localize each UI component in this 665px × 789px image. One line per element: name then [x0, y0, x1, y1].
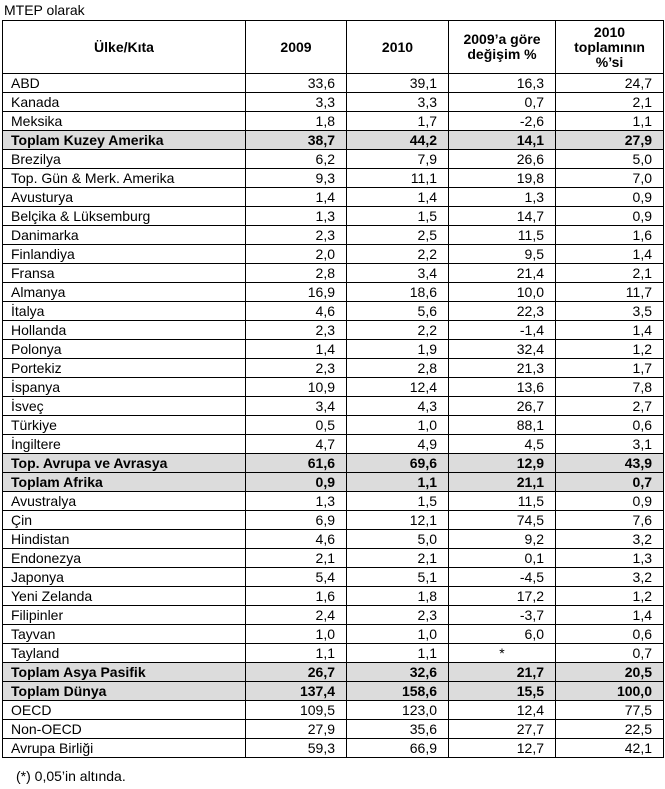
country-cell: Tayland	[3, 644, 246, 663]
country-cell: Meksika	[3, 112, 246, 131]
share-cell: 3,5	[556, 302, 664, 321]
change-cell: 27,7	[449, 720, 556, 739]
value-2010-cell: 2,1	[347, 549, 449, 568]
share-cell: 77,5	[556, 701, 664, 720]
change-cell: 21,7	[449, 663, 556, 682]
table-row	[3, 207, 664, 226]
country-cell: Avrupa Birliği	[3, 739, 246, 758]
change-cell: 19,8	[449, 169, 556, 188]
country-cell: ABD	[3, 74, 246, 93]
table-row	[3, 359, 664, 378]
country-cell: Yeni Zelanda	[3, 587, 246, 606]
value-2010-cell: 4,3	[347, 397, 449, 416]
value-2009-cell: 2,4	[246, 606, 347, 625]
value-2009-cell: 0,9	[246, 473, 347, 492]
value-2009-cell: 0,5	[246, 416, 347, 435]
value-2010-cell: 39,1	[347, 74, 449, 93]
table-row	[3, 435, 664, 454]
table-row	[3, 416, 664, 435]
value-2010-cell: 2,5	[347, 226, 449, 245]
change-cell: 0,7	[449, 93, 556, 112]
share-cell: 27,9	[556, 131, 664, 150]
country-cell: Japonya	[3, 568, 246, 587]
total-row	[3, 131, 664, 150]
table-row	[3, 169, 664, 188]
change-cell: 16,3	[449, 74, 556, 93]
share-cell: 0,7	[556, 473, 664, 492]
value-2009-cell: 4,7	[246, 435, 347, 454]
share-cell: 0,9	[556, 207, 664, 226]
share-cell: 1,4	[556, 321, 664, 340]
country-cell: Toplam Afrika	[3, 473, 246, 492]
table-row	[3, 321, 664, 340]
total-row	[3, 682, 664, 701]
change-cell: -1,4	[449, 321, 556, 340]
header-2010: 2010	[347, 21, 449, 74]
value-2010-cell: 1,9	[347, 340, 449, 359]
change-cell: 6,0	[449, 625, 556, 644]
share-cell: 20,5	[556, 663, 664, 682]
country-cell: Top. Avrupa ve Avrasya	[3, 454, 246, 473]
table-row	[3, 93, 664, 112]
total-row	[3, 663, 664, 682]
share-cell: 0,6	[556, 416, 664, 435]
header-row	[3, 21, 664, 74]
country-cell: Filipinler	[3, 606, 246, 625]
value-2010-cell: 123,0	[347, 701, 449, 720]
header-2009: 2009	[246, 21, 347, 74]
country-cell: Polonya	[3, 340, 246, 359]
table-row	[3, 701, 664, 720]
value-2010-cell: 69,6	[347, 454, 449, 473]
table-row	[3, 720, 664, 739]
share-cell: 1,4	[556, 245, 664, 264]
value-2010-cell: 18,6	[347, 283, 449, 302]
unit-label: MTEP olarak	[4, 2, 85, 18]
value-2010-cell: 5,6	[347, 302, 449, 321]
table-row	[3, 245, 664, 264]
change-cell: 21,3	[449, 359, 556, 378]
value-2009-cell: 2,3	[246, 321, 347, 340]
value-2009-cell: 1,3	[246, 492, 347, 511]
country-cell: İspanya	[3, 378, 246, 397]
value-2009-cell: 1,4	[246, 340, 347, 359]
change-cell: 21,1	[449, 473, 556, 492]
table-row	[3, 340, 664, 359]
value-2010-cell: 66,9	[347, 739, 449, 758]
share-cell: 2,1	[556, 93, 664, 112]
change-cell: 26,6	[449, 150, 556, 169]
value-2009-cell: 1,0	[246, 625, 347, 644]
value-2010-cell: 35,6	[347, 720, 449, 739]
country-cell: Toplam Asya Pasifik	[3, 663, 246, 682]
change-cell: 32,4	[449, 340, 556, 359]
country-cell: Toplam Dünya	[3, 682, 246, 701]
value-2009-cell: 4,6	[246, 530, 347, 549]
change-cell: -3,7	[449, 606, 556, 625]
table-body	[3, 74, 664, 758]
change-cell: -2,6	[449, 112, 556, 131]
share-cell: 7,6	[556, 511, 664, 530]
value-2010-cell: 12,4	[347, 378, 449, 397]
share-cell: 43,9	[556, 454, 664, 473]
change-cell: 9,5	[449, 245, 556, 264]
value-2009-cell: 2,3	[246, 226, 347, 245]
share-cell: 7,0	[556, 169, 664, 188]
country-cell: Hindistan	[3, 530, 246, 549]
value-2010-cell: 1,7	[347, 112, 449, 131]
country-cell: Kanada	[3, 93, 246, 112]
country-cell: Danimarka	[3, 226, 246, 245]
table-row	[3, 739, 664, 758]
share-cell: 1,3	[556, 549, 664, 568]
country-cell: Top. Gün & Merk. Amerika	[3, 169, 246, 188]
table-row	[3, 530, 664, 549]
value-2010-cell: 1,0	[347, 625, 449, 644]
value-2010-cell: 11,1	[347, 169, 449, 188]
value-2009-cell: 1,1	[246, 644, 347, 663]
value-2009-cell: 3,3	[246, 93, 347, 112]
value-2009-cell: 16,9	[246, 283, 347, 302]
value-2010-cell: 12,1	[347, 511, 449, 530]
value-2009-cell: 1,3	[246, 207, 347, 226]
value-2009-cell: 9,3	[246, 169, 347, 188]
value-2009-cell: 137,4	[246, 682, 347, 701]
change-cell: 12,7	[449, 739, 556, 758]
share-cell: 0,6	[556, 625, 664, 644]
change-cell: 15,5	[449, 682, 556, 701]
value-2009-cell: 10,9	[246, 378, 347, 397]
value-2010-cell: 7,9	[347, 150, 449, 169]
change-cell: 4,5	[449, 435, 556, 454]
value-2009-cell: 1,8	[246, 112, 347, 131]
share-cell: 3,2	[556, 568, 664, 587]
share-cell: 3,1	[556, 435, 664, 454]
change-cell: 14,7	[449, 207, 556, 226]
header-country: Ülke/Kıta	[3, 21, 246, 74]
table-row	[3, 625, 664, 644]
share-cell: 7,8	[556, 378, 664, 397]
value-2010-cell: 44,2	[347, 131, 449, 150]
table-row	[3, 226, 664, 245]
value-2010-cell: 4,9	[347, 435, 449, 454]
table-row	[3, 397, 664, 416]
share-cell: 11,7	[556, 283, 664, 302]
table-row	[3, 283, 664, 302]
table-row	[3, 188, 664, 207]
table-row	[3, 606, 664, 625]
value-2009-cell: 59,3	[246, 739, 347, 758]
change-cell: 10,0	[449, 283, 556, 302]
change-cell: 14,1	[449, 131, 556, 150]
value-2010-cell: 5,1	[347, 568, 449, 587]
header-change: 2009’a göre değişim %	[449, 21, 556, 74]
country-cell: İsveç	[3, 397, 246, 416]
change-cell: 9,2	[449, 530, 556, 549]
share-cell: 0,9	[556, 492, 664, 511]
table-row	[3, 264, 664, 283]
country-cell: Non-OECD	[3, 720, 246, 739]
share-cell: 0,9	[556, 188, 664, 207]
share-cell: 1,7	[556, 359, 664, 378]
energy-table	[2, 20, 664, 758]
value-2009-cell: 4,6	[246, 302, 347, 321]
country-cell: Tayvan	[3, 625, 246, 644]
share-cell: 1,4	[556, 606, 664, 625]
table-row	[3, 74, 664, 93]
share-cell: 0,7	[556, 644, 664, 663]
change-cell: 21,4	[449, 264, 556, 283]
value-2009-cell: 109,5	[246, 701, 347, 720]
country-cell: Türkiye	[3, 416, 246, 435]
value-2010-cell: 1,5	[347, 492, 449, 511]
value-2009-cell: 5,4	[246, 568, 347, 587]
value-2009-cell: 61,6	[246, 454, 347, 473]
country-cell: Belçika & Lüksemburg	[3, 207, 246, 226]
value-2009-cell: 2,3	[246, 359, 347, 378]
country-cell: Çin	[3, 511, 246, 530]
value-2009-cell: 6,2	[246, 150, 347, 169]
change-cell: 88,1	[449, 416, 556, 435]
share-cell: 5,0	[556, 150, 664, 169]
share-cell: 1,1	[556, 112, 664, 131]
table-row	[3, 492, 664, 511]
change-cell: -4,5	[449, 568, 556, 587]
value-2010-cell: 3,3	[347, 93, 449, 112]
share-cell: 24,7	[556, 74, 664, 93]
table-row	[3, 511, 664, 530]
value-2010-cell: 1,5	[347, 207, 449, 226]
value-2009-cell: 6,9	[246, 511, 347, 530]
value-2010-cell: 32,6	[347, 663, 449, 682]
total-row	[3, 454, 664, 473]
change-cell: 11,5	[449, 226, 556, 245]
share-cell: 22,5	[556, 720, 664, 739]
value-2010-cell: 1,1	[347, 644, 449, 663]
country-cell: Finlandiya	[3, 245, 246, 264]
table-row	[3, 378, 664, 397]
value-2010-cell: 2,3	[347, 606, 449, 625]
table-row	[3, 568, 664, 587]
country-cell: Portekiz	[3, 359, 246, 378]
value-2010-cell: 3,4	[347, 264, 449, 283]
country-cell: İtalya	[3, 302, 246, 321]
table-row	[3, 150, 664, 169]
share-cell: 2,1	[556, 264, 664, 283]
share-cell: 1,2	[556, 587, 664, 606]
share-cell: 1,2	[556, 340, 664, 359]
change-cell: 74,5	[449, 511, 556, 530]
value-2010-cell: 1,0	[347, 416, 449, 435]
value-2010-cell: 5,0	[347, 530, 449, 549]
value-2009-cell: 26,7	[246, 663, 347, 682]
table-row	[3, 549, 664, 568]
country-cell: Avusturya	[3, 188, 246, 207]
change-cell: 0,1	[449, 549, 556, 568]
value-2009-cell: 3,4	[246, 397, 347, 416]
country-cell: Almanya	[3, 283, 246, 302]
change-cell: 13,6	[449, 378, 556, 397]
country-cell: Fransa	[3, 264, 246, 283]
value-2010-cell: 158,6	[347, 682, 449, 701]
country-cell: OECD	[3, 701, 246, 720]
value-2009-cell: 2,8	[246, 264, 347, 283]
change-cell: 17,2	[449, 587, 556, 606]
share-cell: 100,0	[556, 682, 664, 701]
total-row	[3, 473, 664, 492]
table-row	[3, 587, 664, 606]
value-2010-cell: 2,8	[347, 359, 449, 378]
value-2009-cell: 1,4	[246, 188, 347, 207]
table-row	[3, 302, 664, 321]
footnote: (*) 0,05’in altında.	[16, 768, 126, 784]
table-row	[3, 644, 664, 663]
country-cell: Avustralya	[3, 492, 246, 511]
value-2010-cell: 1,8	[347, 587, 449, 606]
value-2009-cell: 38,7	[246, 131, 347, 150]
header-share: 2010 toplamının %’si	[556, 21, 664, 74]
value-2010-cell: 1,4	[347, 188, 449, 207]
value-2009-cell: 33,6	[246, 74, 347, 93]
change-cell: 22,3	[449, 302, 556, 321]
change-cell: 26,7	[449, 397, 556, 416]
value-2010-cell: 2,2	[347, 321, 449, 340]
value-2009-cell: 27,9	[246, 720, 347, 739]
change-cell: *	[449, 644, 556, 663]
share-cell: 1,6	[556, 226, 664, 245]
country-cell: Toplam Kuzey Amerika	[3, 131, 246, 150]
value-2010-cell: 2,2	[347, 245, 449, 264]
change-cell: 11,5	[449, 492, 556, 511]
change-cell: 1,3	[449, 188, 556, 207]
country-cell: Endonezya	[3, 549, 246, 568]
country-cell: Hollanda	[3, 321, 246, 340]
table-row	[3, 112, 664, 131]
value-2010-cell: 1,1	[347, 473, 449, 492]
share-cell: 3,2	[556, 530, 664, 549]
change-cell: 12,4	[449, 701, 556, 720]
share-cell: 42,1	[556, 739, 664, 758]
value-2009-cell: 2,0	[246, 245, 347, 264]
country-cell: Brezilya	[3, 150, 246, 169]
change-cell: 12,9	[449, 454, 556, 473]
country-cell: İngiltere	[3, 435, 246, 454]
value-2009-cell: 1,6	[246, 587, 347, 606]
value-2009-cell: 2,1	[246, 549, 347, 568]
share-cell: 2,7	[556, 397, 664, 416]
